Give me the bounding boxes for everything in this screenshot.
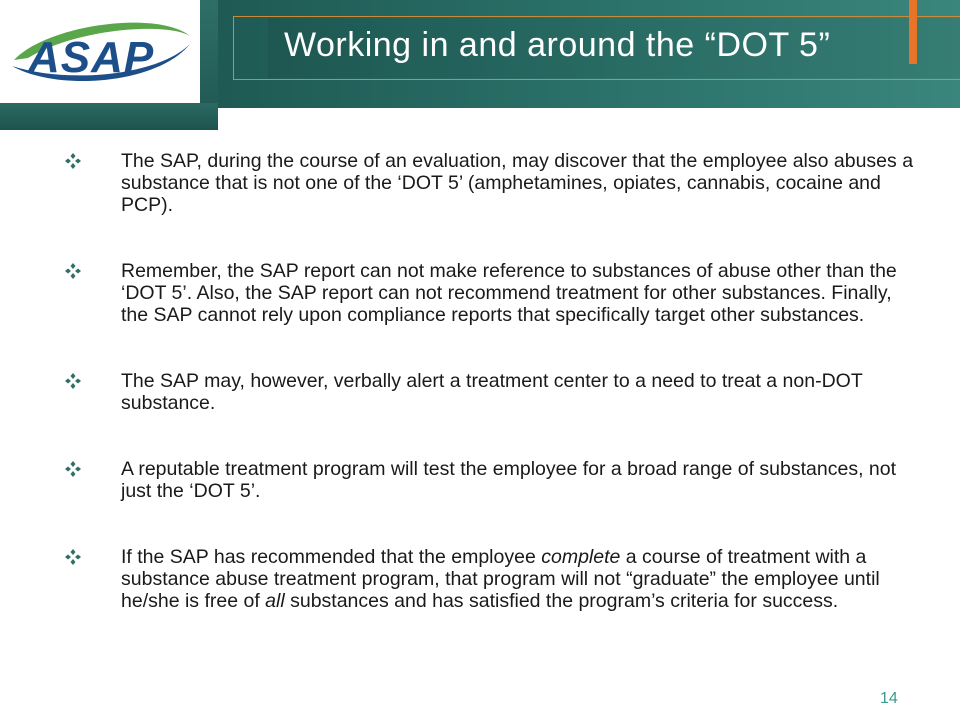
bullet-text-part: a course of treatment with a substance abuse treatment program, that program will not “graduate” the employee until he/she is free of (121, 546, 880, 612)
list-item (64, 150, 924, 216)
list-item (64, 546, 924, 612)
four-diamond-bullet-icon (64, 372, 82, 390)
list-item (64, 458, 924, 502)
bullet-text: Remember, the SAP report can not make reference to substances of abuse other than the ‘DOT 5’. Also, the SAP report can not recommend treatment for other substances. Finally, the SAP cannot rely upon compliance reports that specifically target other substances. (121, 260, 897, 326)
bullet-text: The SAP, during the course of an evaluation, may discover that the employee also abuses a substance that is not one of the ‘DOT 5’ (amphetamines, opiates, cannabis, cocaine and PCP). (121, 150, 914, 216)
bullet-text: The SAP may, however, verbally alert a treatment center to a need to treat a non-DOT substance. (121, 370, 863, 414)
logo-area (0, 0, 200, 103)
slide-title: Working in and around the “DOT 5” (284, 26, 831, 64)
four-diamond-bullet-icon (64, 152, 82, 170)
list-item (64, 370, 924, 414)
bullet-text: A reputable treatment program will test the employee for a broad range of substances, not just the ‘DOT 5’. (121, 458, 897, 502)
bullet-text-part: If the SAP has recommended that the employee (121, 546, 542, 568)
bullet-emphasis: all (265, 590, 285, 612)
list-item (64, 260, 924, 326)
logo-text: ASAP (28, 33, 155, 82)
bullet-emphasis: complete (541, 546, 621, 568)
asap-logo (8, 14, 194, 92)
four-diamond-bullet-icon (64, 262, 82, 280)
header-left-strip (0, 103, 218, 130)
four-diamond-bullet-icon (64, 460, 82, 478)
bullet-text-part: substances and has satisfied the program’s criteria for success. (284, 590, 839, 612)
page-number: 14 (880, 690, 898, 707)
four-diamond-bullet-icon (64, 548, 82, 566)
orange-accent-bar (909, 0, 917, 64)
bullet-list (64, 150, 924, 656)
